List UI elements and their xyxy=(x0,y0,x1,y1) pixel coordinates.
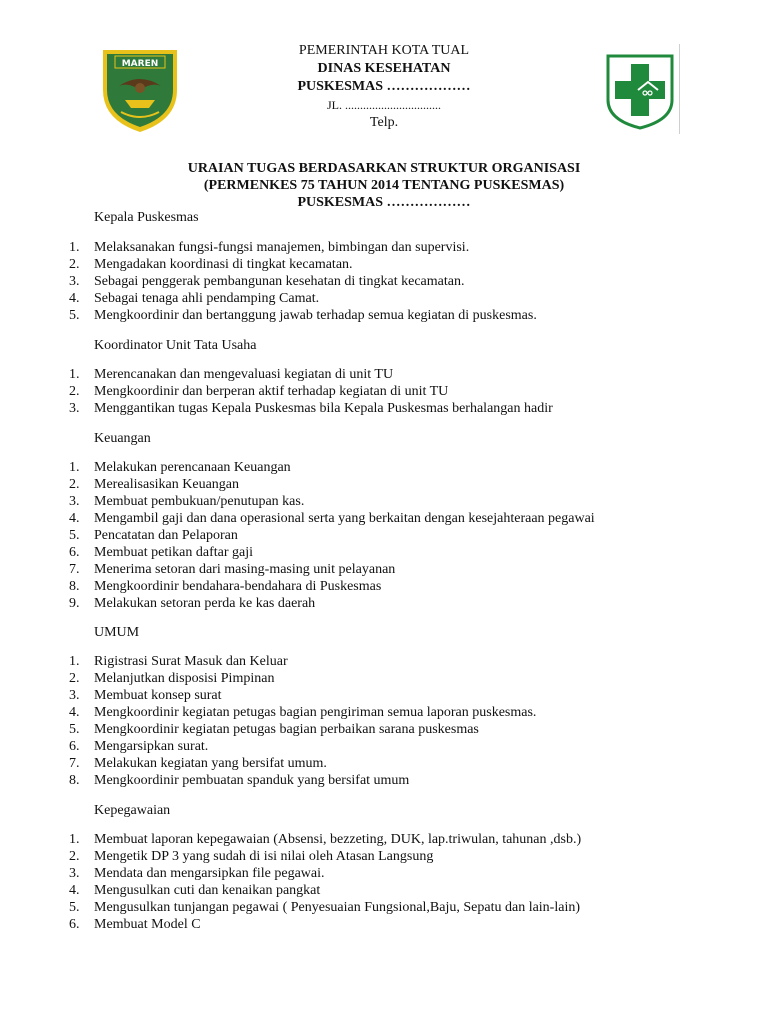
title-line-3: PUSKESMAS ……………… xyxy=(297,195,471,210)
phone-line: Telp. xyxy=(369,115,399,130)
agency-name: DINAS KESEHATAN xyxy=(317,61,451,76)
document-title xyxy=(0,160,768,211)
section-heading: UMUM xyxy=(94,625,140,640)
section-heading: Koordinator Unit Tata Usaha xyxy=(94,338,257,353)
title-line-2: (PERMENKES 75 TAHUN 2014 TENTANG PUSKESMAS) xyxy=(203,178,565,193)
section-heading: Kepegawaian xyxy=(94,803,171,818)
address-line: JL. ................................ xyxy=(327,98,441,112)
title-line-1: URAIAN TUGAS BERDASARKAN STRUKTUR ORGANISASI xyxy=(187,161,581,176)
letterhead xyxy=(0,42,768,132)
section-heading: Keuangan xyxy=(94,431,151,446)
section-heading: Kepala Puskesmas xyxy=(94,210,199,225)
government-name: PEMERINTAH KOTA TUAL xyxy=(298,43,470,58)
emblem-label: MAREN xyxy=(121,59,159,69)
puskesmas-name: PUSKESMAS ……………… xyxy=(297,79,471,94)
